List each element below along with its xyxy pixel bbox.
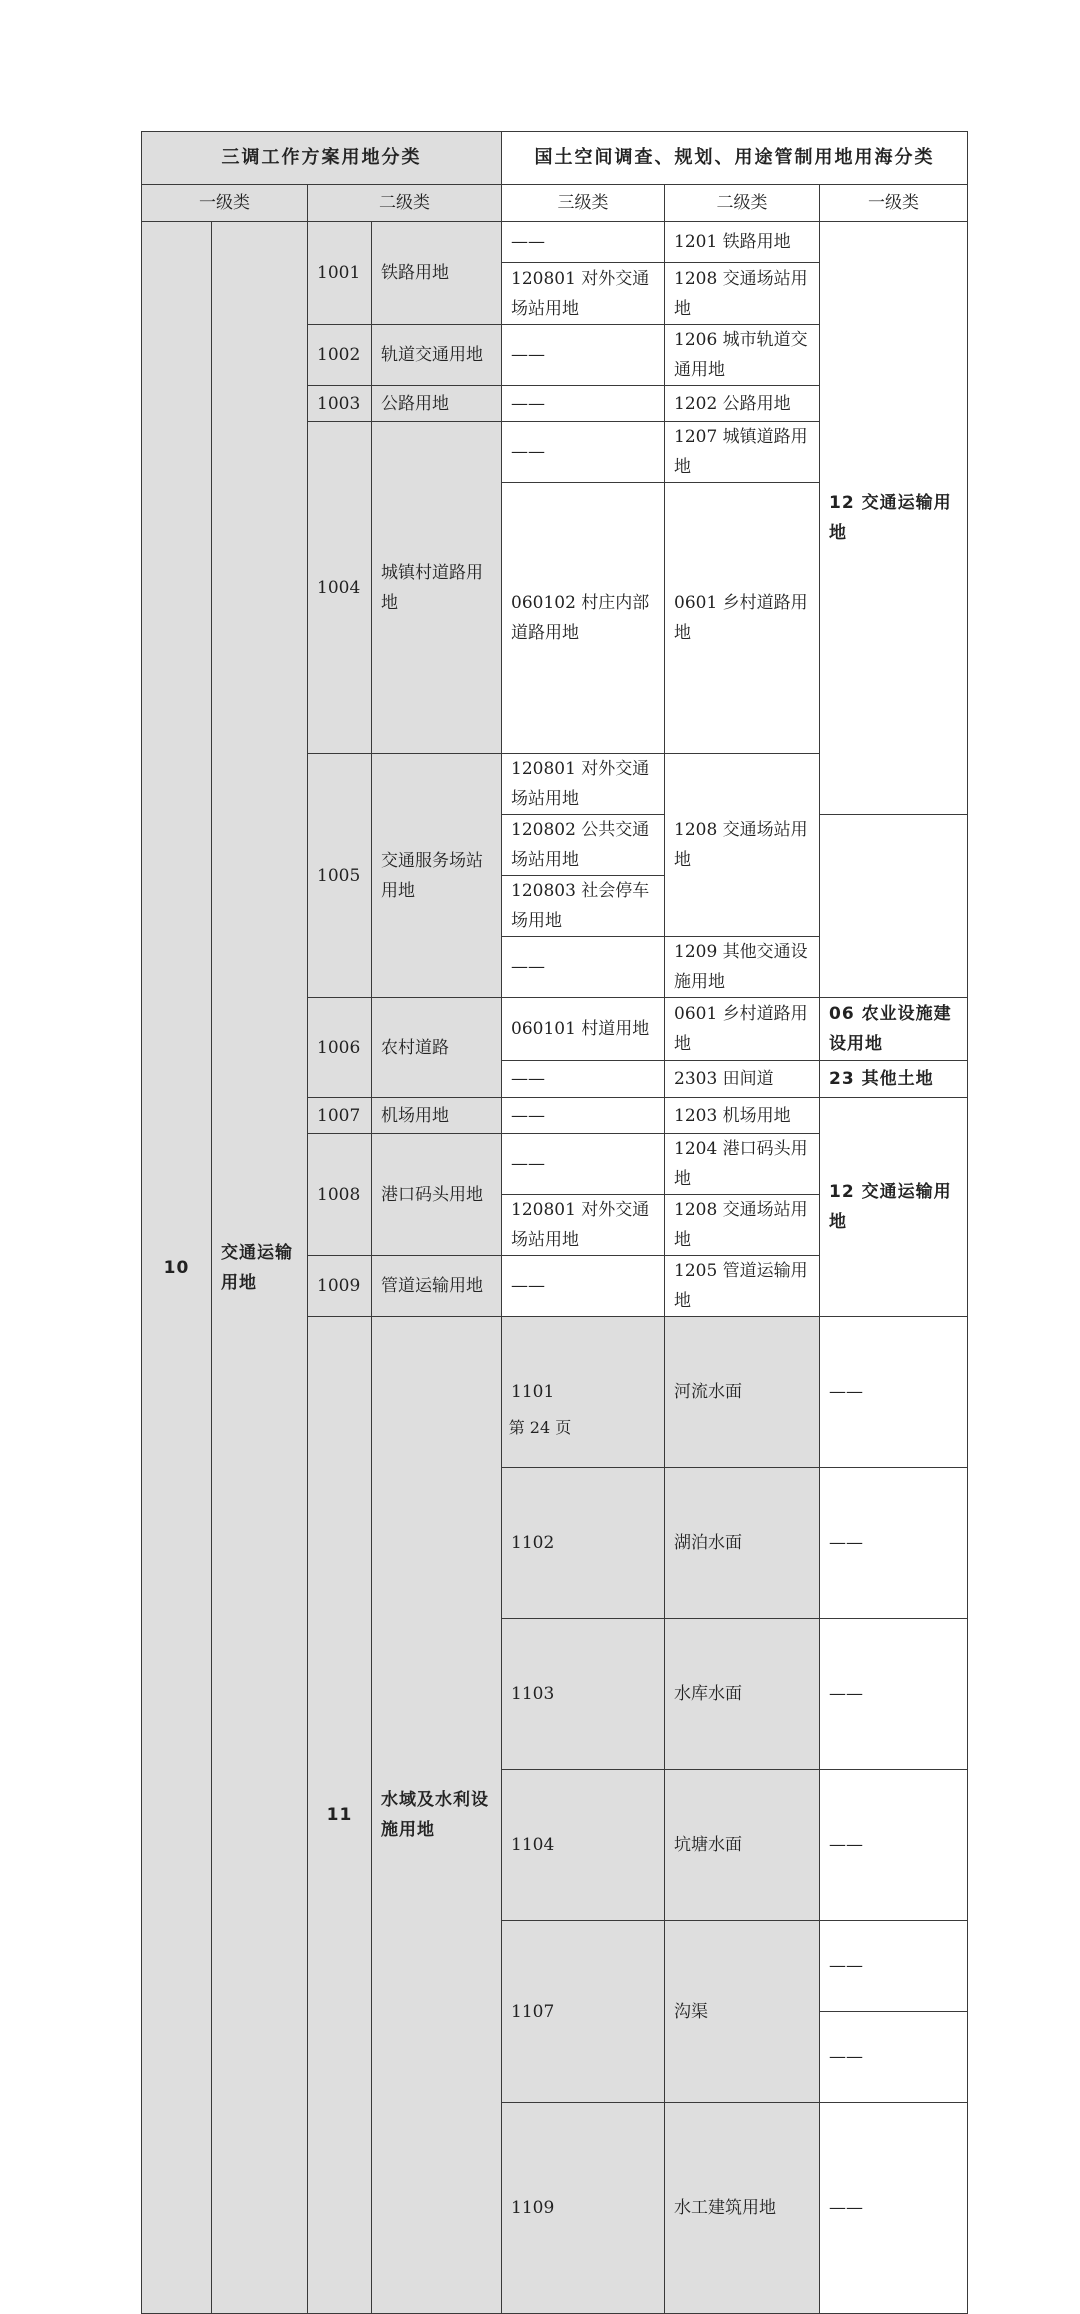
- r3-cell: ——: [502, 1256, 665, 1317]
- l2-code: 1007: [308, 1098, 372, 1134]
- header-left: 三调工作方案用地分类: [142, 132, 502, 185]
- l2-name: 铁路用地: [372, 222, 502, 325]
- r3-cell: ——: [502, 1134, 665, 1195]
- r3-cell: ——: [502, 937, 665, 998]
- r2-cell: 1205 管道运输用地: [665, 1256, 820, 1317]
- l2-code: 1008: [308, 1134, 372, 1256]
- r2-cell: 1204 港口码头用地: [665, 1134, 820, 1195]
- land-classification-table: [141, 131, 968, 2314]
- r2-cell: 1208 交通场站用地: [665, 263, 820, 325]
- subheader-level3-right: 三级类: [502, 185, 665, 222]
- l2-code: 1004: [308, 422, 372, 754]
- group-name: 水域及水利设施用地: [372, 1317, 502, 2314]
- l2-code: 1002: [308, 325, 372, 386]
- group-code: 10: [142, 222, 212, 2314]
- r1-cell: 06 农业设施建设用地: [820, 998, 968, 1061]
- r3-cell: 060102 村庄内部道路用地: [502, 483, 665, 754]
- r2-cell: 1208 交通场站用地: [665, 1195, 820, 1256]
- l2-code: 1101: [502, 1317, 665, 1468]
- r2-cell: 1209 其他交通设施用地: [665, 937, 820, 998]
- r2-cell: 1203 机场用地: [665, 1098, 820, 1134]
- r3-cell: ——: [502, 386, 665, 422]
- r2-cell: 1208 交通场站用地: [665, 754, 820, 937]
- l2-name: 沟渠: [665, 1921, 820, 2103]
- l2-code: 1001: [308, 222, 372, 325]
- r1-cell: 12 交通运输用地: [820, 222, 968, 815]
- r3-cell: ——: [502, 1061, 665, 1098]
- l2-code: 1103: [502, 1619, 665, 1770]
- r3-cell: ——: [820, 1468, 968, 1619]
- l2-code: 1104: [502, 1770, 665, 1921]
- l2-code: 1109: [502, 2103, 665, 2314]
- l2-name: 河流水面: [665, 1317, 820, 1468]
- r3-cell: 120803 社会停车场用地: [502, 876, 665, 937]
- r3-cell: ——: [820, 1921, 968, 2012]
- r2-cell: 2303 田间道: [665, 1061, 820, 1098]
- l2-code: 1003: [308, 386, 372, 422]
- r1-cell: 12 交通运输用地: [820, 1098, 968, 1317]
- l2-code: 1006: [308, 998, 372, 1098]
- r3-cell: ——: [820, 1317, 968, 1468]
- r3-cell: ——: [820, 2103, 968, 2314]
- r3-cell: 120801 对外交通场站用地: [502, 263, 665, 325]
- r2-cell: 1206 城市轨道交通用地: [665, 325, 820, 386]
- l2-name: 港口码头用地: [372, 1134, 502, 1256]
- r3-cell: ——: [502, 1098, 665, 1134]
- r3-cell: 120801 对外交通场站用地: [502, 1195, 665, 1256]
- group-name: 交通运输用地: [212, 222, 308, 2314]
- l2-code: 1009: [308, 1256, 372, 1317]
- subheader-level1-right: 一级类: [820, 185, 968, 222]
- l2-code: 1005: [308, 754, 372, 998]
- r2-cell: 0601 乡村道路用地: [665, 998, 820, 1061]
- l2-name: 轨道交通用地: [372, 325, 502, 386]
- page-number: 第 24 页: [508, 1418, 572, 1437]
- r3-cell: 060101 村道用地: [502, 998, 665, 1061]
- r3-cell: 120801 对外交通场站用地: [502, 754, 665, 815]
- l2-code: 1107: [502, 1921, 665, 2103]
- r3-cell: ——: [502, 222, 665, 263]
- r1-cell: 23 其他土地: [820, 1061, 968, 1098]
- r3-cell: ——: [820, 1619, 968, 1770]
- r3-cell: ——: [502, 325, 665, 386]
- r2-cell: 0601 乡村道路用地: [665, 483, 820, 754]
- l2-code: 1102: [502, 1468, 665, 1619]
- l2-name: 坑塘水面: [665, 1770, 820, 1921]
- r3-cell: ——: [502, 422, 665, 483]
- header-right: 国土空间调查、规划、用途管制用地用海分类: [502, 132, 968, 185]
- l2-name: 交通服务场站用地: [372, 754, 502, 998]
- r2-cell: 1201 铁路用地: [665, 222, 820, 263]
- r3-cell: ——: [820, 1770, 968, 1921]
- subheader-level1-left: 一级类: [142, 185, 308, 222]
- r3-cell: ——: [820, 2012, 968, 2103]
- r2-cell: 1207 城镇道路用地: [665, 422, 820, 483]
- l2-name: 农村道路: [372, 998, 502, 1098]
- group-code: 11: [308, 1317, 372, 2314]
- l2-name: 机场用地: [372, 1098, 502, 1134]
- l2-name: 管道运输用地: [372, 1256, 502, 1317]
- l2-name: 水库水面: [665, 1619, 820, 1770]
- l2-name: 公路用地: [372, 386, 502, 422]
- subheader-level2-right: 二级类: [665, 185, 820, 222]
- l2-name: 湖泊水面: [665, 1468, 820, 1619]
- l2-name: 水工建筑用地: [665, 2103, 820, 2314]
- subheader-level2-left: 二级类: [308, 185, 502, 222]
- r2-cell: 1202 公路用地: [665, 386, 820, 422]
- l2-name: 城镇村道路用地: [372, 422, 502, 754]
- r3-cell: 120802 公共交通场站用地: [502, 815, 665, 876]
